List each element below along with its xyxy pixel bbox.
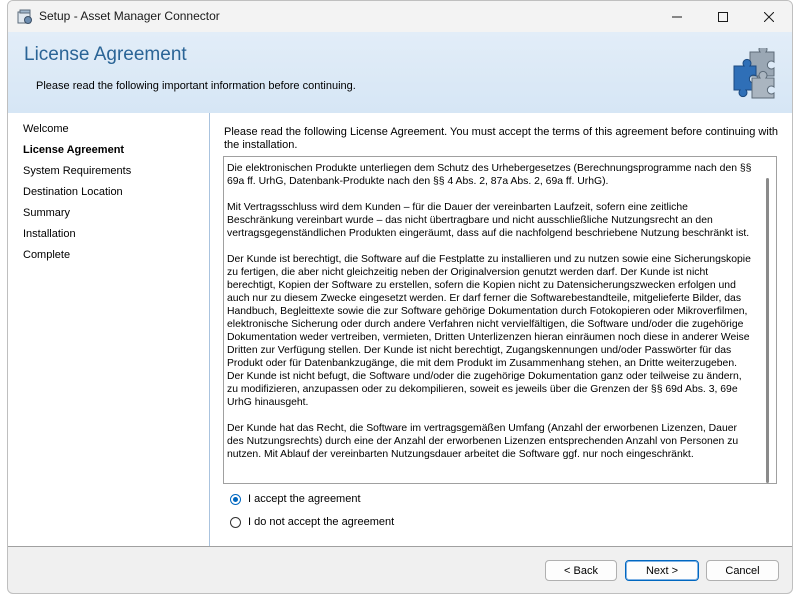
accept-label: I accept the agreement (248, 493, 361, 505)
close-button[interactable] (746, 1, 792, 32)
page-subtitle: Please read the following important information before continuing. (36, 80, 356, 92)
accept-radio[interactable] (230, 493, 361, 505)
footer-divider (8, 546, 792, 547)
license-paragraph: Mit Vertragsschluss wird dem Kunden – für die Dauer der vereinbarten Laufzeit, sofern eine zeitliche Beschränkung vereinbart wurde – das nicht übertragbare und nicht ausschließliche Nutzungsrecht an den vertragsgegenständlichen Produkten eingeräumt, dass auf die nachfolgend beschriebene Nutzung beschränkt ist. (227, 202, 750, 239)
step-complete: Complete (23, 249, 71, 261)
step-installation: Installation (23, 228, 76, 240)
page-title: License Agreement (24, 44, 187, 65)
step-summary: Summary (23, 207, 71, 219)
step-destination-location: Destination Location (23, 186, 123, 198)
minimize-icon (672, 12, 682, 22)
license-scrollbar[interactable] (761, 158, 775, 482)
license-text (227, 162, 755, 474)
cancel-button[interactable]: Cancel (706, 560, 779, 581)
scrollbar-thumb[interactable] (766, 178, 769, 483)
radio-checked-icon (230, 494, 241, 505)
license-paragraph: Die elektronischen Produkte unterliegen dem Schutz des Urhebergesetzes (Berechnungsprogramme nach den §§ 69a ff. UrhG, Datenbank-Produkte nach den §§ 4 Abs. 2, 87a Abs. 2, 69a ff. UrhG). (227, 163, 752, 187)
content-panel (210, 113, 792, 546)
step-license-agreement: License Agreement (23, 144, 125, 156)
license-paragraph: Der Kunde ist berechtigt, die Software auf die Festplatte zu installieren und zu nutzen sowie eine Sicherungskopie zu fertigen, die aber nicht gleichzeitig neben der Originalversion genutzt werden darf. Der Kunde ist nicht berechtigt, Kopien der Software zu erstellen, sofern die Kopien nicht zu Datensicherungszwecken erfolgen und auch nur zu diesem Zwecke eingesetzt werden. Er darf ferner die Softwarebestandteile, mitgelieferte Bilder, das Handbuch, Begleittexte sowie die zur Software gehörige Dokumentation durch Fotokopieren oder Mikroverfilmen, elektronische Sicherung oder durch andere Verfahren nicht vervielfältigen, die Software und/oder die zugehörige Dokumentation weder vertreiben, vermieten, Dritten Unterlizenzen hieran einräumen noch diese in anderer Weise Dritten zur Verfügung stellen. Der Kunde ist nicht berechtigt, Zugangskennungen und/oder Passwörter für das Produkt oder für Datenbankzugänge, die mit dem Produkt im Zusammenhang stehen, an Dritte weiterzugeben. Der Kunde ist nicht befugt, die Software und/oder die zugehörige Dokumentation ganz oder teilweise zu ändern, zu modifizieren, anzupassen oder zu dekompilieren, soweit es jeweils über die Grenzen der §§ 69d Abs. 3, 69e UrhG hinausgeht. (227, 254, 751, 408)
next-button[interactable]: Next > (625, 560, 699, 581)
setup-window (7, 0, 793, 594)
step-welcome: Welcome (23, 123, 69, 135)
minimize-button[interactable] (654, 1, 700, 32)
window-title: Setup - Asset Manager Connector (39, 9, 220, 23)
wizard-header (8, 32, 792, 114)
license-instruction: Please read the following License Agreement. You must accept the terms of this agreement before continuing with the installation. (224, 126, 778, 151)
steps-sidebar (8, 113, 210, 546)
setup-app-icon (17, 9, 33, 25)
decline-radio[interactable] (230, 516, 394, 528)
license-text-box[interactable] (223, 156, 777, 484)
step-system-requirements: System Requirements (23, 165, 132, 177)
decline-label: I do not accept the agreement (248, 516, 395, 528)
radio-unchecked-icon (230, 517, 241, 528)
back-button[interactable]: < Back (545, 560, 617, 581)
maximize-icon (718, 12, 728, 22)
title-bar (8, 1, 792, 32)
license-paragraph: Der Kunde hat das Recht, die Software im vertragsgemäßen Umfang (Anzahl der erworbenen Lizenzen, Dauer des Nutzungsrechts) durch eine der Anzahl der erworbenen Lizenzen entsprechenden Anzahl von Personen zu nutzen. Mit Ablauf der vereinbarten Nutzungsdauer arbeitet die Software ggf. nur noch eingeschränkt. (227, 423, 739, 460)
puzzle-pieces-icon (728, 48, 782, 100)
close-icon (764, 12, 774, 22)
maximize-button[interactable] (700, 1, 746, 32)
